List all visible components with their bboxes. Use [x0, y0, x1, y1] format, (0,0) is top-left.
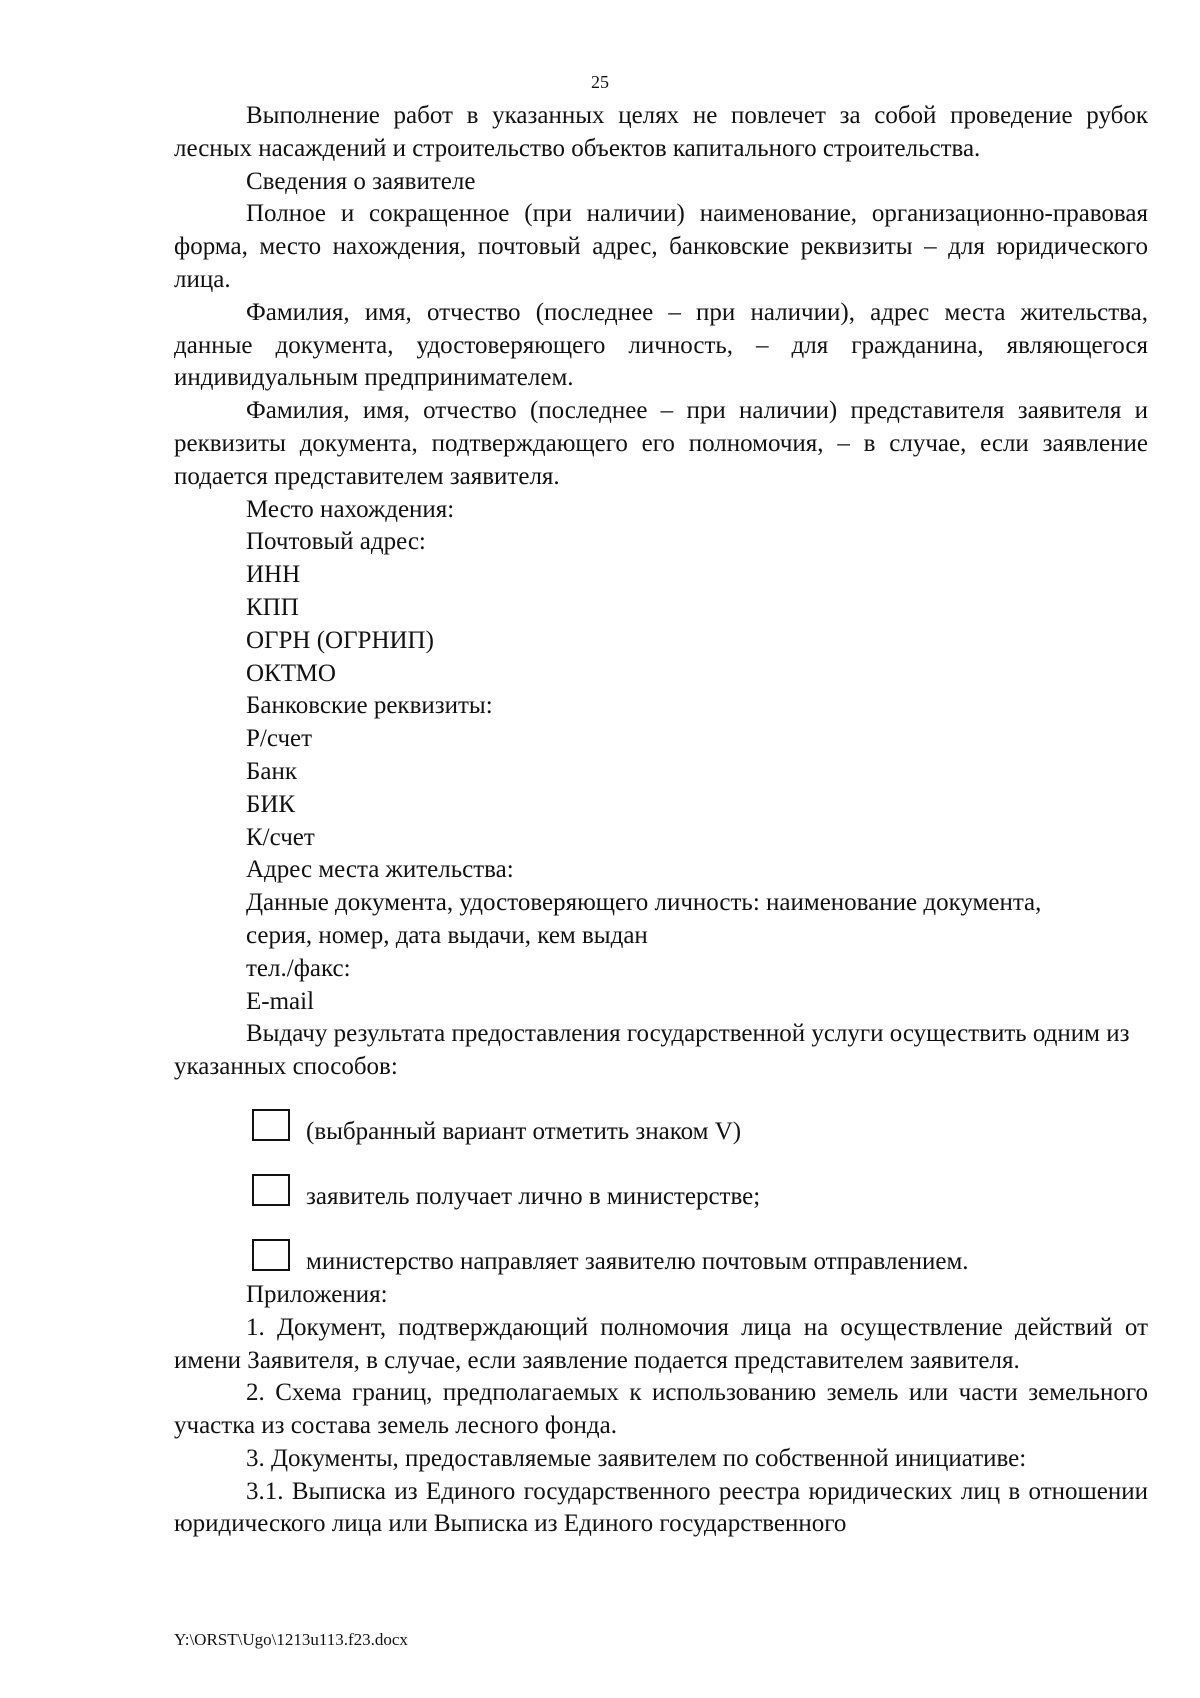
paragraph-legal-entity: Полное и сокращенное (при наличии) наименование, организационно-правовая форма, место нахождения, почтовый адрес, банковские реквизиты – для юридического лица. [174, 200, 1148, 293]
option-checkbox-instruction[interactable] [252, 1109, 290, 1141]
field-id-document: Данные документа, удостоверяющего личность: наименование документа, [246, 889, 1042, 917]
option-row-instruction [174, 1084, 1148, 1149]
field-postal-address: Почтовый адрес: [246, 528, 426, 556]
field-kpp: КПП [246, 593, 299, 621]
paragraph-representative: Фамилия, имя, отчество (последнее – при наличии) представителя заявителя и реквизиты документа, подтверждающего его полномочия, – в случае, если заявление подается представителем заявителя. [174, 397, 1148, 490]
field-ogrn: ОГРН (ОГРНИП) [246, 626, 434, 654]
paragraph-entrepreneur: Фамилия, имя, отчество (последнее – при наличии), адрес места жительства, данные документа, удостоверяющего личность, – для гражданина, являющегося индивидуальным предпринимателем. [174, 298, 1148, 392]
attachment-item-3: 3. Документы, предоставляемые заявителем по собственной инициативе: [246, 1444, 1027, 1472]
field-bik: БИК [246, 790, 296, 818]
footer-file-path: Y:\ORST\Ugo\1213u113.f23.docx [174, 1630, 408, 1649]
field-phone-fax: тел./факс: [246, 954, 351, 982]
field-bank: Банк [246, 757, 297, 785]
option-label-by-mail: министерство направляет заявителю почтовым отправлением. [306, 1248, 969, 1276]
attachment-item-1: 1. Документ, подтверждающий полномочия лица на осуществление действий от имени Заявителя, в случае, если заявление подается представителем заявителя. [174, 1313, 1148, 1374]
field-bank-details: Банковские реквизиты: [246, 692, 493, 720]
page-number: 25 [591, 72, 609, 92]
option-checkbox-in-person[interactable] [252, 1174, 290, 1206]
field-corr-account: К/счет [246, 823, 315, 851]
field-email: E-mail [246, 987, 315, 1015]
attachments-title: Приложения: [246, 1280, 388, 1308]
attachment-item-2: 2. Схема границ, предполагаемых к использованию земель или части земельного участка из состава земель лесного фонда. [174, 1379, 1148, 1440]
option-row-in-person [174, 1149, 1148, 1214]
paragraph-work-purpose: Выполнение работ в указанных целях не повлечет за собой проведение рубок лесных насаждений и строительство объектов капитального строительства. [174, 102, 1148, 162]
field-residence-address: Адрес места жительства: [246, 856, 514, 884]
field-id-document-details: серия, номер, дата выдачи, кем выдан [246, 921, 648, 949]
option-label-in-person: заявитель получает лично в министерстве; [306, 1183, 761, 1211]
document-body [174, 100, 1148, 1541]
section-heading-applicant: Сведения о заявителе [246, 167, 476, 195]
option-row-by-mail [174, 1214, 1148, 1279]
option-label-instruction: (выбранный вариант отметить знаком V) [306, 1118, 742, 1146]
field-inn: ИНН [246, 561, 301, 589]
field-account: Р/счет [246, 725, 313, 753]
attachment-item-3-1: 3.1. Выписка из Единого государственного реестра юридических лиц в отношении юридического лица или Выписка из Единого государственного [174, 1477, 1148, 1538]
field-oktmo: ОКТМО [246, 659, 336, 687]
field-location: Место нахождения: [246, 495, 455, 523]
option-checkbox-by-mail[interactable] [252, 1239, 290, 1271]
field-delivery: Выдачу результата предоставления государственной услуги осуществить одним из указанных способов: [174, 1020, 1130, 1081]
